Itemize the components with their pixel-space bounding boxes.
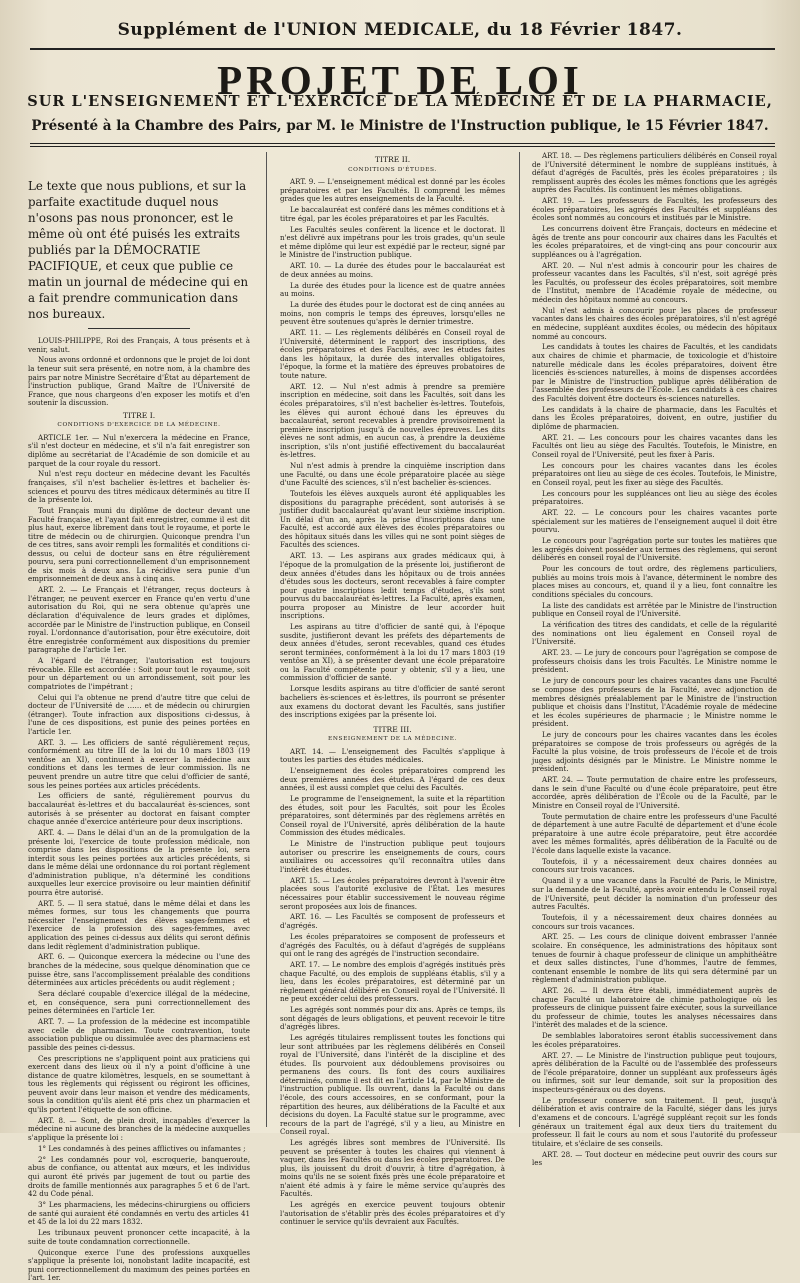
article-paragraph: Toutefois les élèves auxquels auront été appliquables les dispositions du paragraphe précédent, sont autorisés à se justifier dudit baccalauréat qu'avant leur sixième inscription. Un délai d'un an, après la prise d'inscriptions dans une Faculté, est accordé aux élèves des écoles préparatoires ou des hôpitaux situés dans les villes qui ne sont point sièges de Facultés des sciences. — [280, 489, 505, 550]
article-paragraph: Pour les concours de tout ordre, des règlemens particuliers, publiés au moins trois mois à l'avance, déterminent le nombre des places mises au concours, et, quand il y a lieu, font connaître les conditions spéciales du concours. — [532, 564, 777, 599]
article-paragraph: ART. 3. — Les officiers de santé régulièrement reçus, conformément au titre III de la loi du 10 mars 1803 (19 ventôse an XI), continuent à exercer la médecine aux conditions et dans les termes de leur commission. Ils ne peuvent prendre un autre titre que celui d'officier de santé, sous les peines portées aux articles précédents. — [28, 737, 250, 790]
article-paragraph: ART. 20. — Nul n'est admis à concourir pour les chaires de professeur vacantes dans les Facultés, s'il n'est, soit agrégé près les Facultés, ou professeur des écoles préparatoires, soit membre de l'Institut, membre de l'Académie royale de médecine, ou médecin des hôpitaux nommé au concours. — [532, 260, 777, 304]
article-paragraph: ARTICLE 1er. — Nul n'exercera la médecine en France, s'il n'est docteur en médecine, et s'il n'a fait enregistrer son diplôme au secrétariat de l'Académie de son domicile et au parquet de la cour royale du ressort. — [28, 432, 250, 468]
article-paragraph: Les concurrens doivent être Français, docteurs en médecine et âgés de trente ans pour concourir aux chaires dans les Facultés et les écoles préparatoires, et de vingt-cinq ans pour concourir aux suppléances ou à l'agrégation. — [532, 224, 777, 259]
section-title: TITRE III. — [373, 724, 412, 734]
article-paragraph: ART. 7. — La profession de la médecine est incompatible avec celle de pharmacien. Toute contravention, toute association publique ou dissimulée avec des pharmaciens est passible des peines ci-dessus. — [28, 1017, 250, 1052]
article-list — [532, 152, 777, 1168]
article-paragraph: 3° Les pharmaciens, les médecins-chirurgiens ou officiers de santé qui auraient été condamnés en vertu des articles 41 et 45 de la loi du 22 mars 1832. — [28, 1199, 250, 1227]
article-paragraph: ART. 12. — Nul n'est admis à prendre sa première inscription en médecine, soit dans les Facultés, soit dans les écoles préparatoires, s'il n'est bachelier ès-lettres. Toutefois, les élèves qui auront échoué dans les épreuves du baccalauréat, seront recevables à prendre provisoirement la première inscription jusqu'à de nouvelles épreuves. Les dits élèves ne sont admis, en aucun cas, à prendre la deuxième inscription, s'ils n'ont justifié effectivement du baccalauréat ès-lettres. — [280, 381, 505, 460]
article-paragraph: Le jury de concours pour les chaires vacantes dans les écoles préparatoires se compose de trois professeurs ou agrégés de la Faculté la plus voisine, de trois professeurs de l'école et de trois juges adjoints désignés par le Ministre. Le Ministre nomme le président. — [532, 730, 777, 774]
article-paragraph: ART. 13. — Les aspirans aux grades médicaux qui, à l'époque de la promulgation de la présente loi, justifieront de deux années d'études dans les hôpitaux ou de trois années d'études sous les docteurs, seront recevables à faire compter pour quatre inscriptions ledit temps d'études, s'ils sont pourvus du baccalauréat ès-lettres. La Faculté, après examen, pourra proposer au Ministre de leur accorder huit inscriptions. — [280, 551, 505, 621]
article-paragraph: Lorsque lesdits aspirans au titre d'officier de santé seront bacheliers ès-sciences et ès-lettres, ils pourront se présenter aux examens du doctorat devant les Facultés, sans justifier des inscriptions exigées par la présente loi. — [280, 684, 505, 720]
article-paragraph: Nul n'est admis à concourir pour les places de professeur vacantes dans les chaires des écoles préparatoires, s'il n'est agrégé en médecine, suppléant auxdites écoles, ou médecin des hôpitaux nommé au concours. — [532, 305, 777, 341]
article-paragraph: La durée des études pour le doctorat est de cinq années au moins, non compris le temps des épreuves, lorsqu'elles ne peuvent être soutenues qu'après le dernier trimestre. — [280, 300, 505, 327]
article-paragraph: Le concours pour l'agrégation porte sur toutes les matières que les agrégés doivent posséder aux termes des règlemens, qui seront délibérés en conseil royal de l'Université. — [532, 536, 777, 563]
article-paragraph: Quiconque exerce l'une des professions auxquelles s'applique la présente loi, nonobstant ladite incapacité, est puni correctionnellement du maximum des peines portées en l'art. 1er. — [28, 1247, 250, 1283]
article-paragraph: ART. 27. — Le Ministre de l'instruction publique peut toujours, après délibération de la Faculté ou de l'assemblée des professeurs de l'école préparatoire, donner un suppléant aux professeurs âgés ou infirmes, soit sur leur demande, soit sur la proposition des inspecteurs-généraux ou des doyens. — [532, 1050, 777, 1094]
page-subtitle: SUR L'ENSEIGNEMENT ET L'EXERCICE DE LA MÉDECINE ET DE LA PHARMACIE, — [27, 93, 773, 110]
article-paragraph: ART. 4. — Dans le délai d'un an de la promulgation de la présente loi, l'exercice de toute profession médicale, non comprise dans les dispositions de la présente loi, sera interdit sous les peines portées aux articles précédents, si dans le même délai une ordonnance du roi portant règlement d'administration publique, n'a déterminé les conditions auxquelles leur exercice provisoire ou leur maintien définitif pourra être autorisé. — [28, 828, 250, 897]
article-paragraph: ART. 5. — Il sera statué, dans le même délai et dans les mêmes formes, sur tous les changements que pourra nécessiter l'enseignement des élèves sages-femmes et l'exercice de la profession des sages-femmes, avec application des peines ci-dessus aux délits qui seront définis dans ledit règlement d'administration publique. — [28, 898, 250, 951]
header-rule — [30, 48, 775, 50]
article-list — [280, 748, 505, 1227]
article-paragraph: Le jury de concours pour les chaires vacantes dans une Faculté se compose des professeurs de la Faculté, avec adjonction de membres désignés préalablement par le Ministre de l'instruction publique et choisis dans l'Institut, l'Académie royale de médecine et les écoles supérieures de pharmacie ; le Ministre nomme le président. — [532, 676, 777, 729]
article-paragraph: ART. 24. — Toute permutation de chaire entre les professeurs, dans le sein d'une Faculté ou d'une école préparatoire, peut être accordée, après délibération de l'École ou de la Faculté, par le Ministre en Conseil royal de l'Université. — [532, 775, 777, 810]
article-list — [28, 434, 250, 1283]
article-paragraph: ART. 21. — Les concours pour les chaires vacantes dans les Facultés ont lieu au siège des Facultés. Toutefois, le Ministre, en Conseil royal de l'Université, peut les fixer à Paris. — [532, 432, 777, 459]
article-paragraph: Nul n'est admis à prendre la cinquième inscription dans une Faculté, ou dans une école préparatoire placée au siège d'une Faculté des sciences, s'il n'est bachelier ès-sciences. — [280, 461, 505, 488]
article-paragraph: ART. 2. — Le Français et l'étranger, reçus docteurs à l'étranger, ne peuvent exercer en France qu'en vertu d'une autorisation du Roi, qui ne sera obtenue qu'après une déclaration d'équivalence de leurs grades et diplômes, accordée par le Ministre de l'instruction publique, en Conseil royal. L'ordonnance d'autorisation, pour être exécutoire, doit être enregistrée conformément aux dispositions du premier paragraphe de l'article 1er. — [28, 585, 250, 655]
column-divider — [519, 152, 520, 1127]
article-paragraph: Toutefois, il y a nécessairement deux chaires données au concours sur trois vacances. — [532, 856, 777, 875]
article-paragraph: Les agrégés en exercice peuvent toujours obtenir l'autorisation de s'établir près des écoles préparatoires et d'y continuer le service qu'ils devraient aux Facultés. — [280, 1200, 505, 1227]
article-paragraph: La liste des candidats est arrêtée par le Ministre de l'instruction publique en Conseil royal de l'Université. — [532, 600, 777, 619]
article-paragraph: Ces prescriptions ne s'appliquent point aux praticiens qui exercent dans des lieux où il n'y a point d'officine à une distance de quatre kilomètres, lesquels, en se soumettant à tous les règlements qui régissent ou régiront les officines, peuvent avoir dans leur maison et vendre des médicaments, sous la condition qu'ils aient été pris chez un pharmacien et qu'ils portent l'étiquette de son officine. — [28, 1053, 250, 1114]
article-paragraph: ART. 14. — L'enseignement des Facultés s'applique à toutes les parties des études médicales. — [280, 746, 505, 765]
king-salutation: LOUIS-PHILIPPE, Roi des Français, A tous présents et à venir, salut. — [28, 336, 250, 354]
article-paragraph: ART. 22. — Le concours pour les chaires vacantes porte spécialement sur les matières de l'enseignement auquel il doit être pourvu. — [532, 508, 777, 535]
article-paragraph: Les concours pour les suppléances ont lieu au siège des écoles préparatoires. — [532, 488, 777, 507]
article-paragraph: ART. 16. — Les Facultés se composent de professeurs et d'agrégés. — [280, 912, 505, 931]
article-paragraph: Les Facultés seules confèrent la licence et le doctorat. Il n'est délivré aux impétrans pour les trois grades, qu'un seule et même diplôme qui leur est expédié par le recteur, signé par le Ministre de l'instruction publique. — [280, 224, 506, 260]
article-paragraph: Les concours pour les chaires vacantes dans les écoles préparatoires ont lieu au siège de ces écoles. Toutefois, le Ministre, en Conseil royal, peut les fixer au siège des Facultés. — [532, 460, 777, 487]
article-paragraph: Tout Français muni du diplôme de docteur devant une Faculté française, et l'ayant fait enregistrer, comme il est dit plus haut, exerce librement dans tout le royaume, et porte le titre de médecin ou de chirurgien. Quiconque prendra l'un de ces titres, sans avoir rempli les formalités et conditions ci-dessus, ou celui de docteur sans en être régulièrement pourvu, sera puni correctionnellement d'un emprisonnement de six mois à deux ans. La récidive sera punie d'un emprisonnement de deux ans à cinq ans. — [28, 506, 250, 584]
article-paragraph: ART. 28. — Tout docteur en médecine peut ouvrir des cours sur les — [532, 1149, 777, 1168]
article-paragraph: Les officiers de santé, régulièrement pourvus du baccalauréat ès-lettres et du baccalauréat ès-sciences, sont autorisés à se présenter au doctorat en faisant compter chaque année d'exercice antérieure pour deux inscriptions. — [28, 791, 250, 827]
article-paragraph: ART. 25. — Les cours de clinique doivent embrasser l'année scolaire. En conséquence, les administrations des hôpitaux sont tenues de fournir à chaque professeur de clinique un amphithéâtre et deux salles distinctes, l'une d'hommes, l'autre de femmes, contenant ensemble le nombre de lits qui sera déterminé par un règlement d'administration publique. — [532, 932, 777, 985]
article-paragraph: Quand il y a une vacance dans la Faculté de Paris, le Ministre, sur la demande de la Faculté, après avoir entendu le Conseil royal de l'Université, peut décider la nomination d'un professeur des autres Facultés. — [532, 876, 777, 912]
article-paragraph: Les candidats à la chaire de pharmacie, dans les Facultés et dans les Écoles préparatoires, doivent, en outre, justifier du diplôme de pharmacien. — [532, 404, 777, 431]
section-title: TITRE I. — [122, 410, 156, 420]
article-paragraph: ART. 6. — Quiconque exercera la médecine ou l'une des branches de la médecine, sous quelque dénomination que ce puisse être, sans l'accomplissement préalable des conditions déterminées aux articles précédents ou audit règlement ; — [28, 952, 250, 988]
article-paragraph: A l'égard de l'étranger, l'autorisation est toujours révocable. Elle est accordée : Soit pour tout le royaume, soit pour un département ou un arrondissement, soit pour les compatriotes de l'impétrant ; — [28, 656, 250, 691]
article-paragraph: L'enseignement des écoles préparatoires comprend les deux premières années des études. A l'égard de ces deux années, il est aussi complet que celui des Facultés. — [280, 766, 505, 793]
article-paragraph: ART. 15. — Les écoles préparatoires devront à l'avenir être placées sous l'autorité exclusive de l'État. Les mesures nécessaires pour établir successivement le nouveau régime seront proposées aux lois de finances. — [280, 875, 505, 911]
article-paragraph: ART. 19. — Les professeurs de Facultés, les professeurs des écoles préparatoires, les agrégés des Facultés et suppléans des écoles sont nommés au concours et institués par le Ministre. — [532, 196, 777, 223]
column-2 — [280, 152, 506, 1227]
article-paragraph: Les agrégés titulaires remplissent toutes les fonctions qui leur sont attribuées par les règlemens délibérés en Conseil royal de l'Université, dans l'intérêt de la discipline et des études. Ils pourvoient aux dédoublemens provisoires ou permanens des cours. Ils font des cours auxiliaires déterminés, comme il est dit en l'article 14, par le Ministre de l'instruction publique. Ils ouvrent, dans la Faculté ou dans l'école, des cours accessoires, en se conformant, pour la répartition des heures, aux délibérations de la Faculté et aux décisions du doyen. La Faculté statue sur le programme, avec recours de la part de l'agrégé, s'il y a lieu, au Ministre en Conseil royal. — [280, 1033, 505, 1137]
editor-intro: Le texte que nous publions, et sur la parfaite exactitude duquel nous n'osons pas nous prononcer, est le même où ont été puisés les extraits publiés par la DÉMOCRATIE PACIFIQUE, et ceux que publie ce matin un journal de médecine qui en a fait prendre communication dans nos bureaux. — [28, 179, 249, 321]
article-paragraph: Les aspirans au titre d'officier de santé qui, à l'époque susdite, justifieront devant les préfets des départements de deux années d'études, seront recevables, quand ces études seront terminées, conformément à la loi du 17 mars 1803 (19 ventôse an XI), à se présenter devant une école préparatoire ou la Faculté compétente pour y obtenir, s'il y a lieu, une commission d'officier de santé. — [280, 622, 505, 683]
supplement-header: Supplément de l'UNION MEDICALE, du 18 Février 1847. — [117, 20, 683, 40]
article-paragraph: La durée des études pour la licence est de quatre années au moins. — [280, 280, 505, 299]
article-paragraph: Le professeur conserve son traitement. Il peut, jusqu'à délibération et avis contraire de la Faculté, siéger dans les jurys d'examens et de concours. L'agrégé suppléant reçoit sur les fonds généraux un traitement égal aux deux tiers du traitement du professeur. Il fait le cours au nom et sous l'autorité du professeur titulaire, et s'éclaire de ses conseils. — [532, 1095, 777, 1148]
article-paragraph: La vérification des titres des candidats, et celle de la régularité des nominations ont lieu également en Conseil royal de l'Université. — [532, 620, 777, 647]
article-paragraph: ART. 26. — Il devra être établi, immédiatement auprès de chaque Faculté un laboratoire de chimie pathologique où les professeurs de clinique puissent faire exécuter, sous la surveillance du professeur de chimie, toutes les analyses nécessaires dans l'intérêt des malades et de la science. — [532, 986, 777, 1030]
article-paragraph: Toute permutation de chaire entre les professeurs d'une Faculté de département à une autre Faculté de département et d'une école préparatoire à une autre école préparatoire, peut être accordée avec les mêmes formalités, après délibération de la Faculté ou de l'école dans laquelle existe la vacance. — [532, 811, 777, 855]
section-subtitle: CONDITIONS D'EXERCICE DE LA MÉDECINE. — [57, 422, 221, 429]
article-paragraph: Celui qui l'a obtenue ne prend d'autre titre que celui de docteur de l'Université de …… et de médecin ou chirurgien (étranger). Toute infraction aux dispositions ci-dessus, à l'une de ces dispositions, est punie des peines portées en l'article 1er. — [28, 692, 250, 736]
article-paragraph: ART. 17. — Le nombre des emplois d'agrégés institués près chaque Faculté, ou des emplois de suppléans établis, s'il y a lieu, dans les écoles préparatoires, est déterminé par un règlement général délibéré en Conseil royal de l'Université. Il ne peut excéder celui des professeurs. — [280, 960, 505, 1004]
section-subtitle: ENSEIGNEMENT DE LA MÉDECINE. — [328, 736, 457, 743]
section-title: TITRE II. — [374, 155, 411, 164]
article-paragraph: 1° Les condamnés à des peines afflictives ou infamantes ; — [38, 1143, 246, 1153]
page-title: PROJET DE LOI — [217, 57, 583, 103]
article-paragraph: Le Ministre de l'instruction publique peut toujours autoriser ou prescrire les enseignements de cours, cours auxiliaires ou accessoires qu'il reconnaîtra utiles dans l'intérêt des études. — [280, 839, 505, 874]
article-paragraph: ART. 10. — La durée des études pour le baccalauréat est de deux années au moins. — [280, 261, 505, 279]
column-1 — [28, 152, 250, 1283]
article-paragraph: Sera déclaré coupable d'exercice illégal de la médecine, et, en conséquence, sera puni correctionnellement des peines déterminées en l'article 1er. — [28, 989, 250, 1016]
header-rule-bottom-2 — [30, 146, 775, 147]
article-paragraph: Le programme de l'enseignement, la suite et la répartition des études, soit pour les Facultés, soit pour les Écoles préparatoires, sont déterminés par des règlemens arrêtés en Conseil royal de l'Université, après délibération de la haute Commission des études médicales. — [280, 794, 505, 838]
article-paragraph: Les écoles préparatoires se composent de professeurs et d'agrégés des Facultés, ou à défaut d'agrégés de suppléans qui ont le rang des agrégés de l'instruction secondaire. — [280, 931, 505, 959]
article-paragraph: Le baccalauréat est conféré dans les mêmes conditions et à titre égal, par les écoles préparatoires et par les Facultés. — [280, 205, 505, 223]
article-paragraph: ART. 8. — Sont, de plein droit, incapables d'exercer la médecine ni aucune des branches de la médecine auxquelles s'applique la présente loi : — [28, 1115, 250, 1142]
article-paragraph: Toutefois, il y a nécessairement deux chaires données au concours sur trois vacances. — [532, 912, 777, 931]
article-paragraph: De semblables laboratoires seront établis successivement dans les écoles préparatoires. — [532, 1031, 777, 1049]
header-rule-bottom — [30, 143, 775, 144]
intro-divider — [88, 328, 190, 329]
article-paragraph: ART. 11. — Les règlements délibérés en Conseil royal de l'Université, déterminent le rapport des inscriptions, des écoles préparatoires et des Facultés, avec les études faites dans les hôpitaux, la durée des intervalles obligatoires, l'époque, la forme et la matière des épreuves probatoires de toute nature. — [280, 328, 505, 380]
column-divider — [266, 152, 267, 1127]
section-subtitle: CONDITIONS D'ÉTUDES. — [348, 166, 437, 173]
article-paragraph: Nul n'est reçu docteur en médecine devant les Facultés françaises, s'il n'est bachelier ès-lettres et bachelier ès-sciences et pourvu des titres médicaux déterminés au titre II de la présente loi. — [28, 469, 250, 505]
article-paragraph: ART. 9. — L'enseignement médical est donné par les écoles préparatoires et par les Facultés. Il comprend les mêmes grades que les autres enseignements de la Faculté. — [280, 177, 505, 204]
presentation-line: Présenté à la Chambre des Pairs, par M. le Ministre de l'Instruction publique, le 15 Février 1847. — [31, 118, 769, 134]
article-paragraph: 2° Les condamnés pour vol, escroquerie, banqueroute, abus de confiance, ou attentat aux mœurs, et les individus qui auront été privés par jugement de tout ou partie des droits de famille mentionnés aux paragraphes 5 et 6 de l'art. 42 du Code pénal. — [28, 1154, 250, 1199]
article-paragraph: ART. 23. — Le jury de concours pour l'agrégation se compose de professeurs choisis dans les trois Facultés. Le Ministre nomme le président. — [532, 648, 777, 675]
column-3 — [532, 151, 777, 1168]
preamble: Nous avons ordonné et ordonnons que le projet de loi dont la teneur suit sera présenté, en notre nom, à la chambre des pairs par notre Ministre Secrétaire d'État au département de l'instruction publique, Grand Maître de l'Université de France, que nous chargeons d'en exposer les motifs et d'en soutenir la discussion. — [28, 355, 250, 408]
article-list — [280, 178, 505, 720]
article-paragraph: ART. 18. — Des règlemens particuliers délibérés en Conseil royal de l'Université déterminent le nombre de suppléans institués, à défaut d'agrégés de Facultés, près les écoles préparatoires ; ils remplissent auprès des écoles les mêmes fonctions que les agrégés auprès des Facultés. Ils continuent les mêmes obligations. — [532, 151, 777, 195]
article-paragraph: Les candidats à toutes les chaires de Facultés, et les candidats aux chaires de chimie et pharmacie, de toxicologie et d'histoire naturelle médicale dans les écoles préparatoires, doivent être licenciés ès-sciences naturelles, à moins de dispenses accordées par le Ministre de l'instruction publique après délibération de l'assemblée des professeurs de l'École. Les candidats à ces chaires des Facultés doivent être docteurs ès-sciences naturelles. — [532, 342, 777, 403]
article-paragraph: Les tribunaux peuvent prononcer cette incapacité, à la suite de toute condamnation correctionnelle. — [28, 1228, 250, 1246]
article-paragraph: Les agrégés sont nommés pour dix ans. Après ce temps, ils sont dégagés de leurs obligations, et peuvent recevoir le titre d'agrégés libres. — [280, 1005, 505, 1032]
article-paragraph: Les agrégés libres sont membres de l'Université. Ils peuvent se présenter à toutes les chaires qui viennent à vaquer, dans les Facultés ou dans les écoles préparatoires. De plus, ils jouissent du droit d'ouvrir, à titre d'agrégation, à moins qu'ils ne se soient fixés près une école préparatoire et n'aient été admis à y faire le même service qu'auprès des Facultés. — [280, 1138, 505, 1199]
